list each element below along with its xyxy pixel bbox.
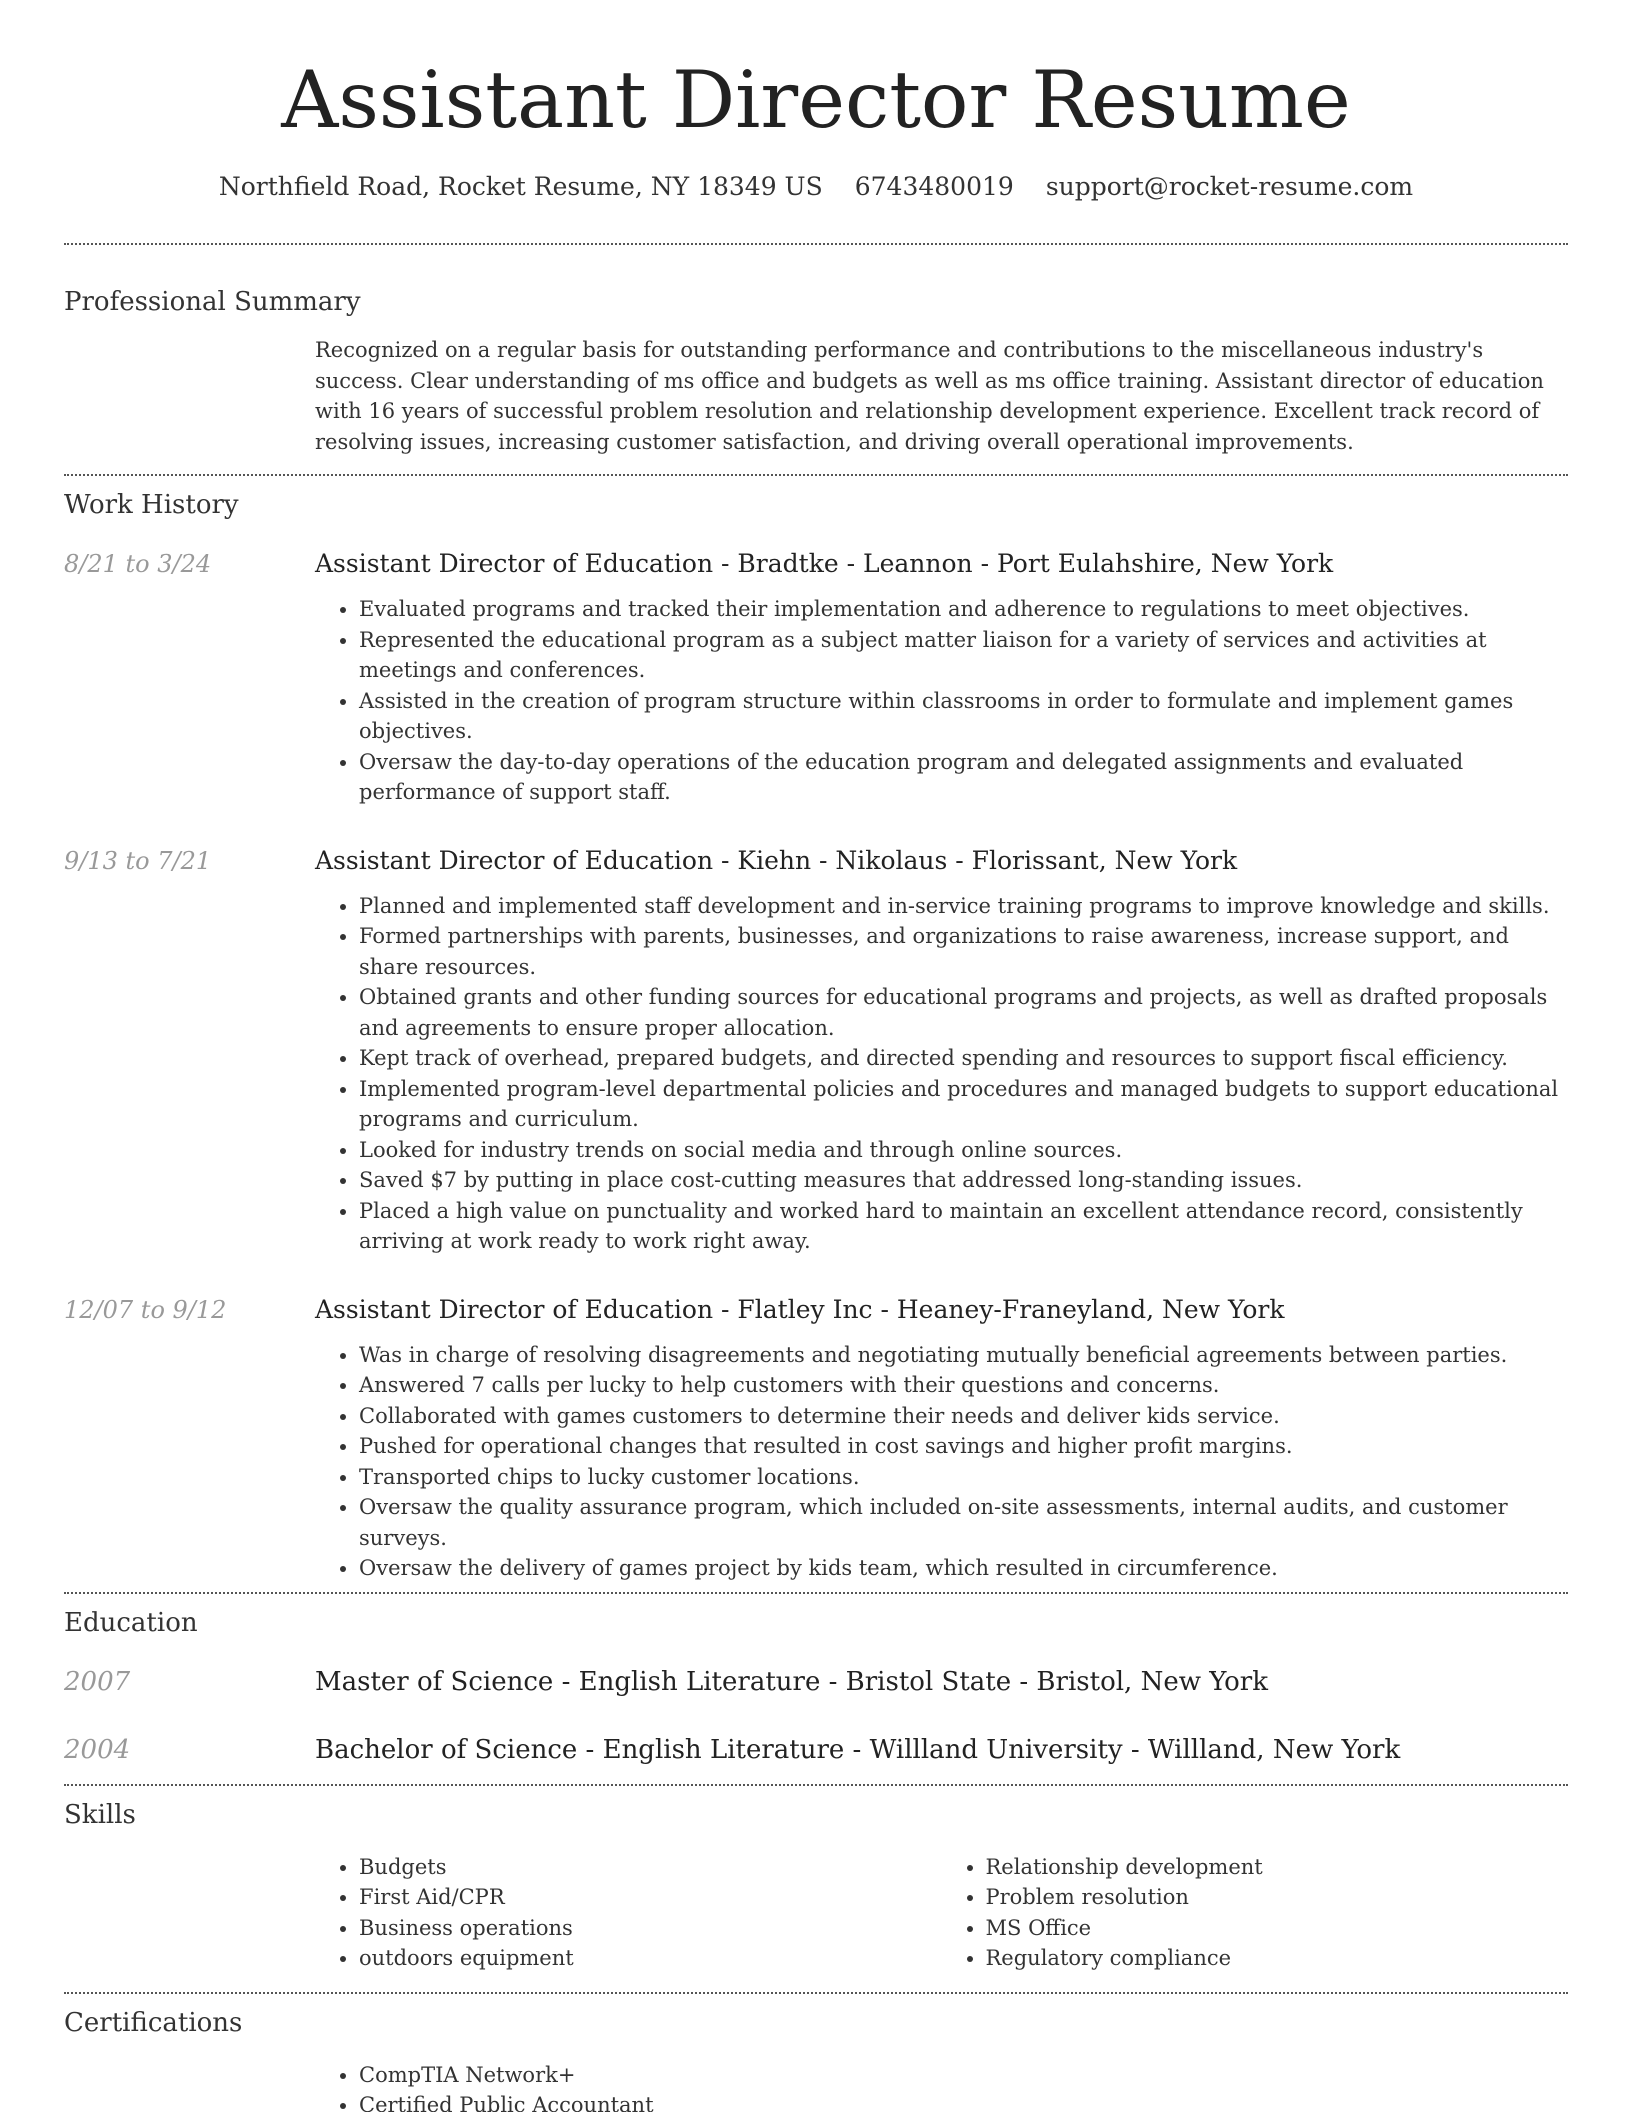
list-item: • Budgets xyxy=(359,1852,942,1883)
certifications-section xyxy=(64,2006,1568,2112)
list-item: • Regulatory compliance xyxy=(986,1943,1569,1974)
list-item: • Problem resolution xyxy=(986,1882,1569,1913)
list-item: • Relationship development xyxy=(986,1852,1569,1883)
list-item: • Planned and implemented staff development and in-service training programs to improve knowledge and skills. xyxy=(359,891,1568,922)
list-item: • Looked for industry trends on social media and through online sources. xyxy=(359,1135,1568,1166)
job-bullets xyxy=(359,594,1568,808)
education-year: 2007 xyxy=(64,1666,131,1697)
job-dates: 12/07 to 9/12 xyxy=(64,1295,227,1324)
section-heading-education: Education xyxy=(64,1607,198,1638)
work-history-section xyxy=(64,488,1568,1584)
list-item: • Oversaw the delivery of games project by kids team, which resulted in circumference. xyxy=(359,1553,1568,1584)
list-item: • Implemented program-level departmental policies and procedures and managed budgets to support educational programs and curriculum. xyxy=(359,1074,1568,1135)
education-section xyxy=(64,1606,1568,1767)
education-entry xyxy=(64,1733,1568,1767)
list-item: • Represented the educational program as a subject matter liaison for a variety of services and activities at meetings and conferences. xyxy=(359,625,1568,686)
job-entry xyxy=(64,844,1568,1257)
divider xyxy=(64,1592,1568,1594)
contact-phone: 6743480019 xyxy=(854,172,1014,201)
list-item: • Assisted in the creation of program structure within classrooms in order to formulate and implement games objectives. xyxy=(359,686,1568,747)
list-item: • Answered 7 calls per lucky to help customers with their questions and concerns. xyxy=(359,1370,1568,1401)
list-item: • Evaluated programs and tracked their implementation and adherence to regulations to meet objectives. xyxy=(359,594,1568,625)
list-item: • Oversaw the quality assurance program, which included on-site assessments, internal audits, and customer surveys. xyxy=(359,1492,1568,1553)
list-item: • First Aid/CPR xyxy=(359,1882,942,1913)
section-heading-summary: Professional Summary xyxy=(64,287,361,317)
list-item: • Collaborated with games customers to determine their needs and deliver kids service. xyxy=(359,1401,1568,1432)
education-entry xyxy=(64,1665,1568,1699)
certifications-list xyxy=(359,2060,1568,2112)
education-degree: Master of Science - English Literature - Bristol State - Bristol, New York xyxy=(315,1666,1268,1697)
list-item: • Was in charge of resolving disagreements and negotiating mutually beneficial agreements between parties. xyxy=(359,1340,1568,1371)
list-item: • Oversaw the day-to-day operations of the education program and delegated assignments and evaluated performance of support staff. xyxy=(359,747,1568,808)
job-dates: 8/21 to 3/24 xyxy=(64,550,212,578)
list-item: • Kept track of overhead, prepared budgets, and directed spending and resources to support fiscal efficiency. xyxy=(359,1043,1568,1074)
list-item: • Obtained grants and other funding sources for educational programs and projects, as well as drafted proposals and agreements to ensure proper allocation. xyxy=(359,982,1568,1043)
skills-list-right xyxy=(986,1852,1569,1974)
job-entry xyxy=(64,1293,1568,1584)
divider xyxy=(64,243,1568,245)
job-entry xyxy=(64,547,1568,808)
list-item: • Saved $7 by putting in place cost-cutting measures that addressed long-standing issues. xyxy=(359,1165,1568,1196)
list-item: • CompTIA Network+ xyxy=(359,2060,1568,2091)
section-heading-skills: Skills xyxy=(64,1799,136,1830)
list-item: • Business operations xyxy=(359,1913,942,1944)
contact-info xyxy=(64,170,1568,204)
job-bullets xyxy=(359,1340,1568,1584)
skills-list-left xyxy=(359,1852,942,1974)
list-item: • outdoors equipment xyxy=(359,1943,942,1974)
contact-email: support@rocket-resume.com xyxy=(1045,172,1414,201)
resume-title: Assistant Director Resume xyxy=(281,54,1351,146)
list-item: • Placed a high value on punctuality and worked hard to maintain an excellent attendance record, consistently arriving at work ready to work right away. xyxy=(359,1196,1568,1257)
skills-columns xyxy=(315,1852,1568,1974)
job-dates: 9/13 to 7/21 xyxy=(64,846,212,875)
job-title: Assistant Director of Education - Kiehn - Nikolaus - Florissant, New York xyxy=(315,845,1238,875)
section-heading-certifications: Certifications xyxy=(64,2007,243,2038)
education-year: 2004 xyxy=(64,1734,131,1765)
summary-section xyxy=(64,285,1568,457)
skills-section xyxy=(64,1798,1568,1974)
list-item: • Transported chips to lucky customer locations. xyxy=(359,1462,1568,1493)
divider xyxy=(64,1992,1568,1994)
job-title: Assistant Director of Education - Bradtke - Leannon - Port Eulahshire, New York xyxy=(315,549,1334,578)
job-title: Assistant Director of Education - Flatley Inc - Heaney-Franeyland, New York xyxy=(315,1294,1285,1324)
list-item: • Certified Public Accountant xyxy=(359,2090,1568,2112)
divider xyxy=(64,1784,1568,1786)
list-item: • Pushed for operational changes that resulted in cost savings and higher profit margins. xyxy=(359,1431,1568,1462)
divider xyxy=(64,474,1568,476)
list-item: • MS Office xyxy=(986,1913,1569,1944)
job-bullets xyxy=(359,891,1568,1257)
section-heading-work-history: Work History xyxy=(64,490,239,520)
list-item: • Formed partnerships with parents, businesses, and organizations to raise awareness, increase support, and share resources. xyxy=(359,921,1568,982)
education-degree: Bachelor of Science - English Literature - Willland University - Willland, New York xyxy=(315,1734,1401,1765)
summary-text: Recognized on a regular basis for outstanding performance and contributions to the miscellaneous industry's success. Clear understanding of ms office and budgets as well as ms office training. Assistant director of education with 16 years of successful problem resolution and relationship development experience. Excellent track record of resolving issues, increasing customer satisfaction, and driving overall operational improvements. xyxy=(315,338,1544,454)
contact-address: Northfield Road, Rocket Resume, NY 18349 US xyxy=(218,172,823,201)
